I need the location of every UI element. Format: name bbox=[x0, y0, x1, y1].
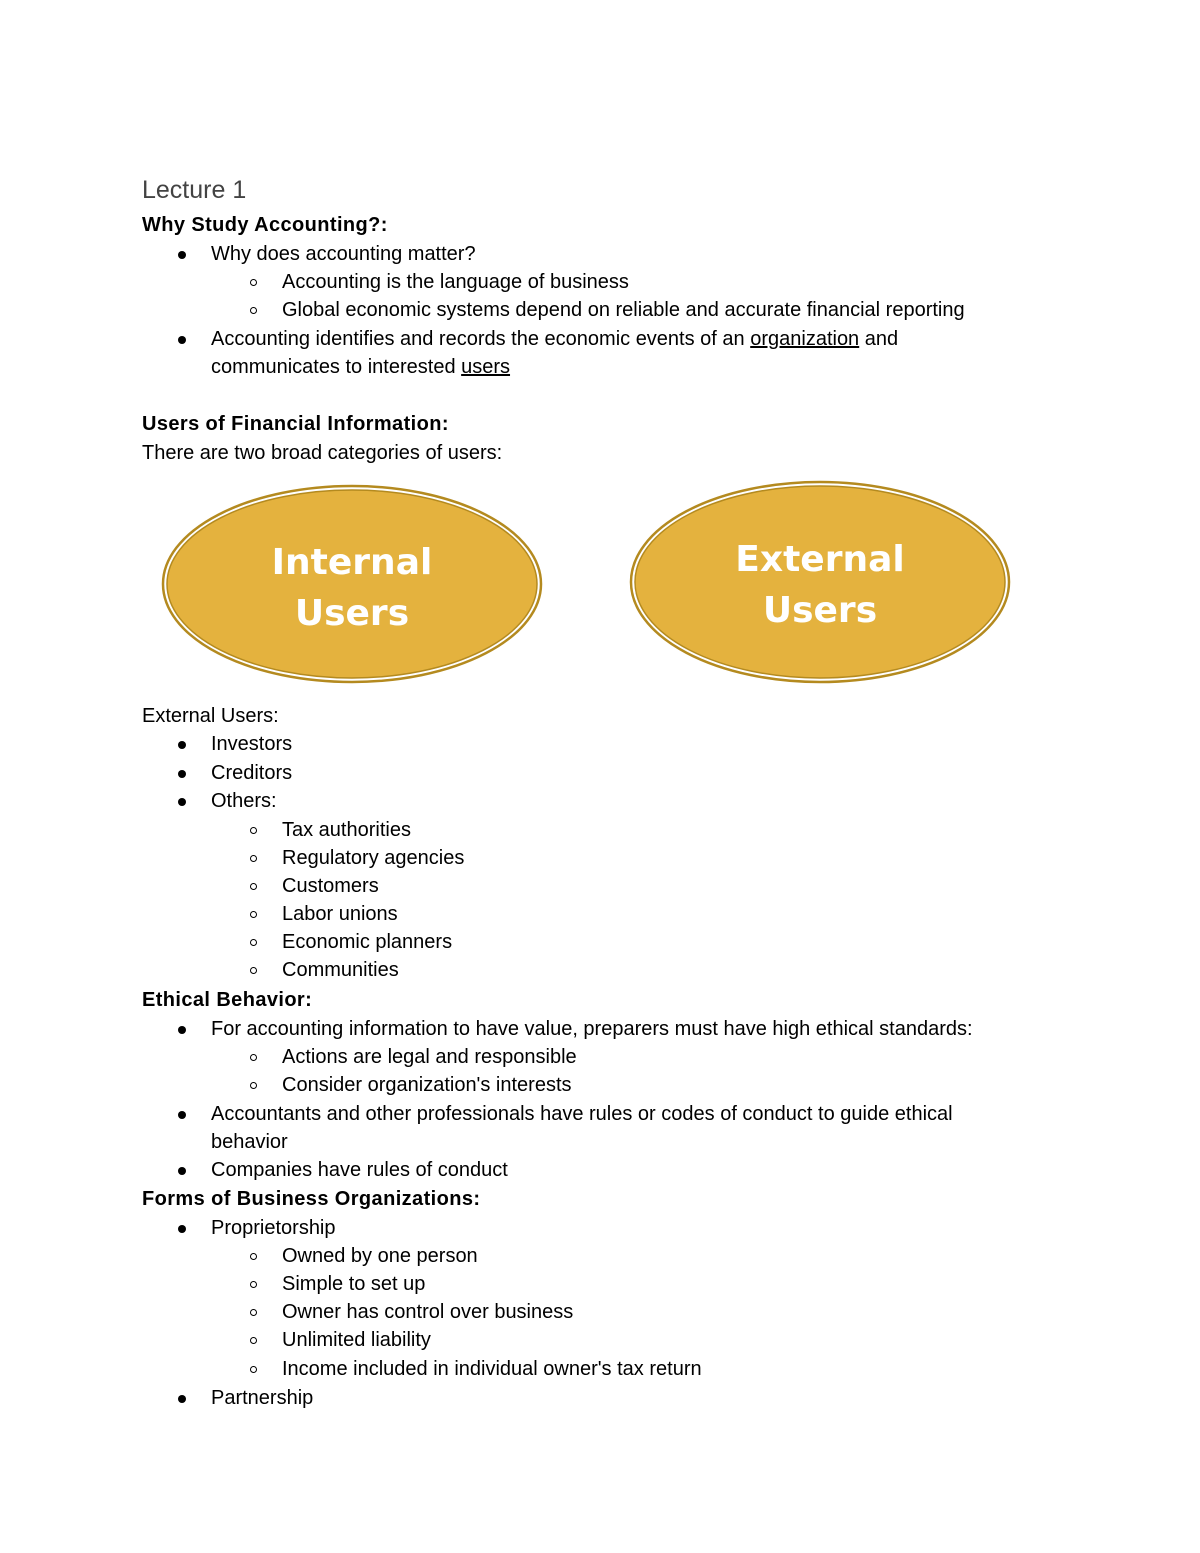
users-diagram bbox=[0, 0, 1200, 700]
circle-bullet-icon bbox=[250, 1309, 257, 1316]
external-users-label-line2: Users bbox=[762, 590, 878, 631]
list-item: Unlimited liability bbox=[282, 1329, 431, 1351]
section-heading-why-study: Why Study Accounting?: bbox=[142, 214, 388, 236]
list-item: Investors bbox=[211, 733, 293, 755]
list-item: Partnership bbox=[211, 1387, 314, 1409]
list-item: Communities bbox=[282, 959, 399, 981]
circle-bullet-icon bbox=[250, 911, 257, 918]
list-item: For accounting information to have value, preparers must have high ethical standards: bbox=[211, 1018, 973, 1040]
list-item: Tax authorities bbox=[282, 819, 411, 841]
section-heading-ethical-behavior: Ethical Behavior: bbox=[142, 989, 313, 1011]
list-item: Others: bbox=[211, 790, 277, 812]
circle-bullet-icon bbox=[250, 827, 257, 834]
list-item-text: Accounting identifies and records the economic events of an bbox=[211, 328, 751, 350]
bullet-icon bbox=[178, 741, 186, 749]
page-title: Lecture 1 bbox=[142, 176, 247, 204]
circle-bullet-icon bbox=[250, 1253, 257, 1260]
external-users-label: External Users: bbox=[142, 705, 279, 727]
internal-users-label-line1: Internal bbox=[271, 542, 433, 583]
list-item: Simple to set up bbox=[282, 1273, 426, 1295]
list-item: Labor unions bbox=[282, 903, 398, 925]
list-item: Owned by one person bbox=[282, 1245, 478, 1267]
section-heading-users: Users of Financial Information: bbox=[142, 413, 449, 435]
organization-link[interactable]: organization bbox=[750, 328, 860, 350]
circle-bullet-icon bbox=[250, 1366, 257, 1373]
bullet-icon bbox=[178, 798, 186, 806]
circle-bullet-icon bbox=[250, 1082, 257, 1089]
list-item: Consider organization's interests bbox=[282, 1074, 572, 1096]
circle-bullet-icon bbox=[250, 855, 257, 862]
circle-bullet-icon bbox=[250, 1337, 257, 1344]
circle-bullet-icon bbox=[250, 939, 257, 946]
bullet-icon bbox=[178, 1111, 186, 1119]
list-item: Accountants and other professionals have rules or codes of conduct to guide ethical bbox=[211, 1103, 953, 1125]
section-heading-business-forms: Forms of Business Organizations: bbox=[142, 1188, 481, 1210]
list-item: Why does accounting matter? bbox=[211, 243, 476, 265]
list-item: Economic planners bbox=[282, 931, 453, 953]
bullet-icon bbox=[178, 1026, 186, 1034]
list-item: Customers bbox=[282, 875, 379, 897]
list-item: Income included in individual owner's tax return bbox=[282, 1358, 702, 1380]
list-item: Creditors bbox=[211, 762, 293, 784]
users-link[interactable]: users bbox=[461, 356, 511, 378]
external-users-label-line1: External bbox=[735, 539, 905, 580]
list-item-continuation: behavior bbox=[211, 1131, 288, 1153]
internal-users-label-line2: Users bbox=[294, 593, 410, 634]
bullet-icon bbox=[178, 1395, 186, 1403]
list-item-text: communicates to interested bbox=[211, 356, 462, 378]
circle-bullet-icon bbox=[250, 883, 257, 890]
list-item: Owner has control over business bbox=[282, 1301, 574, 1323]
internal-users-ellipse bbox=[163, 486, 541, 682]
bullet-icon bbox=[178, 1225, 186, 1233]
list-item: Global economic systems depend on reliable and accurate financial reporting bbox=[282, 299, 965, 321]
bullet-icon bbox=[178, 770, 186, 778]
list-item: Regulatory agencies bbox=[282, 847, 465, 869]
intro-text: There are two broad categories of users: bbox=[142, 442, 503, 464]
list-item: Companies have rules of conduct bbox=[211, 1159, 508, 1181]
bullet-icon bbox=[178, 1167, 186, 1175]
circle-bullet-icon bbox=[250, 1054, 257, 1061]
list-item: Actions are legal and responsible bbox=[282, 1046, 577, 1068]
list-item: Accounting is the language of business bbox=[282, 271, 629, 293]
list-item: Proprietorship bbox=[211, 1217, 336, 1239]
external-users-ellipse bbox=[631, 482, 1009, 682]
circle-bullet-icon bbox=[250, 1281, 257, 1288]
list-item-text: and bbox=[859, 328, 899, 350]
circle-bullet-icon bbox=[250, 967, 257, 974]
